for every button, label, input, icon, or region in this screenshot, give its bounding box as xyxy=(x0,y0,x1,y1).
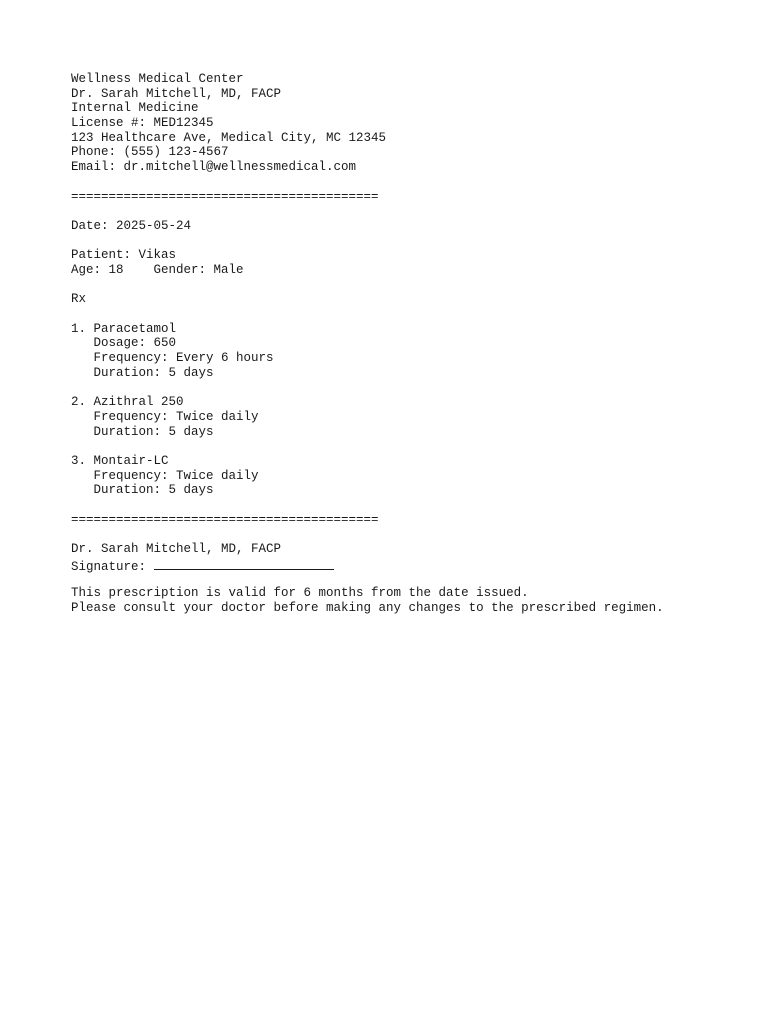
medication-title: 2. Azithral 250 xyxy=(71,395,184,410)
signing-doctor: Dr. Sarah Mitchell, MD, FACP xyxy=(71,542,282,556)
medication-duration: Duration: 5 days xyxy=(93,424,214,439)
validity-note: This prescription is valid for 6 months from the date issued. xyxy=(71,586,529,601)
signature-line xyxy=(154,557,334,570)
patient-info xyxy=(71,248,751,277)
spacer xyxy=(71,234,751,249)
signature-row xyxy=(71,557,751,572)
medication-duration: Duration: 5 days xyxy=(93,365,214,380)
top-divider: ========================================= xyxy=(71,189,379,204)
prescription-page xyxy=(71,72,751,615)
signature-label: Signature: xyxy=(71,559,147,574)
spacer xyxy=(71,175,751,190)
spacer xyxy=(71,527,751,542)
field-gap xyxy=(124,263,154,277)
prescription-notes xyxy=(71,586,751,615)
medication-list xyxy=(71,322,751,498)
spacer xyxy=(71,278,751,293)
clinic-address: 123 Healthcare Ave, Medical City, MC 12345 xyxy=(71,130,387,145)
medication-frequency: Frequency: Twice daily xyxy=(93,468,259,483)
clinic-name: Wellness Medical Center xyxy=(71,72,244,86)
patient-age: Age: 18 xyxy=(71,262,124,277)
clinic-phone: Phone: (555) 123-4567 xyxy=(71,145,229,160)
medication-frequency: Frequency: Twice daily xyxy=(93,409,259,424)
spacer xyxy=(71,439,751,454)
doctor-specialty: Internal Medicine xyxy=(71,101,199,116)
license-number: License #: MED12345 xyxy=(71,116,214,131)
medication-frequency: Frequency: Every 6 hours xyxy=(93,351,274,366)
patient-gender: Gender: Male xyxy=(153,262,244,277)
signature-block xyxy=(71,542,751,574)
spacer xyxy=(71,307,751,322)
medication-item xyxy=(71,454,751,498)
medication-duration: Duration: 5 days xyxy=(93,483,214,498)
patient-demographics xyxy=(71,263,751,278)
medication-title: 3. Montair-LC xyxy=(71,453,169,468)
medication-title: 1. Paracetamol xyxy=(71,321,177,336)
clinic-email: Email: dr.mitchell@wellnessmedical.com xyxy=(71,160,357,175)
medication-dosage: Dosage: 650 xyxy=(93,336,177,351)
doctor-name: Dr. Sarah Mitchell, MD, FACP xyxy=(71,86,282,101)
spacer xyxy=(71,380,751,395)
prescription-date: Date: 2025-05-24 xyxy=(71,218,192,233)
spacer xyxy=(71,204,751,219)
spacer xyxy=(71,498,751,513)
bottom-divider: ========================================= xyxy=(71,512,379,527)
advice-note: Please consult your doctor before making any changes to the prescribed regimen. xyxy=(71,600,664,615)
medication-item xyxy=(71,322,751,381)
clinic-header xyxy=(71,72,751,175)
medication-item xyxy=(71,395,751,439)
rx-symbol: Rx xyxy=(71,292,87,307)
spacer xyxy=(71,571,751,586)
patient-name: Patient: Vikas xyxy=(71,248,177,263)
